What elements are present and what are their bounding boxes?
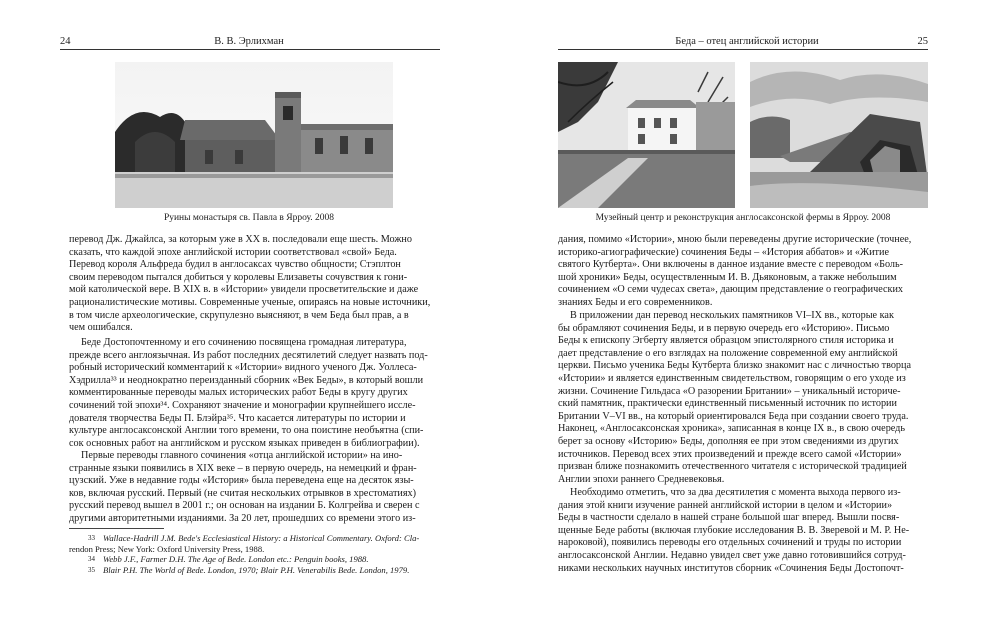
- text-line: комментированные переводы малых исторических работ Беды в кругу других: [69, 387, 408, 399]
- text-line: нароковой), появились переводы его отдельных сочинений и труды по истории: [558, 537, 902, 549]
- footnote-text: Webb J.F., Farmer D.H. The Age of Bede. London etc.: Penguin books, 1988.: [103, 554, 369, 565]
- text-line: цузский. Уже в недавние годы «История» была переведена еще на десяток язы-: [69, 475, 414, 487]
- figure-caption: Руины монастыря св. Павла в Ярроу. 2008: [163, 213, 335, 223]
- footnote-35: [69, 565, 440, 576]
- text-line: источников. Перевод всех этих произведений и прежде всего самой «Истории»: [558, 448, 902, 460]
- text-line: Первые переводы главного сочинения «отца английской истории» на ино-: [81, 450, 403, 461]
- text-line: англосаксонской Англии. Недавно увидел свет уже давно готовившийся сотруд-: [558, 549, 906, 561]
- text-line: культуре англосаксонской Англии того времени, то она поистине необъятна (спи-: [69, 425, 424, 437]
- text-line: дания, помимо «Истории», мною были переведены другие исторические (точнее,: [558, 234, 912, 245]
- footnote-number: 34: [88, 555, 95, 564]
- footnote-33: [69, 533, 440, 544]
- paragraph-3: [69, 450, 440, 526]
- text-line: знаниях Беды и его современников.: [558, 296, 713, 308]
- text-line: жизни. Сочинение Гильдаса «О разорении Британии» – уникальный историче-: [558, 385, 901, 397]
- footnote-number: 33: [88, 534, 95, 542]
- header-rule: [60, 49, 440, 50]
- footnotes: [69, 533, 440, 575]
- text-line: перевод Дж. Джайлса, за которым уже в XX в. последовали еще шесть. Можно: [69, 234, 412, 245]
- text-line: русский перевод вышел в 2001 г.; он основан на издании Б. Колгрейва и сверен с: [69, 500, 420, 512]
- text-line: мой католической вере. В XIX в. в «Истории» увидели просветительские и даже: [69, 284, 419, 296]
- text-line: прежде всего англоязычная. Из работ последних десятилетий следует назвать под-: [69, 349, 428, 361]
- paragraph-2: [69, 337, 440, 450]
- footnote-text: Blair P.H. The World of Bede. London, 1970; Blair P.H. Venerabilis Bede. London, 1979.: [103, 564, 410, 575]
- text-line: ский памятник, практически единственный письменный источник по истории: [558, 398, 897, 410]
- museum-center-photo: [558, 62, 735, 208]
- text-line: Беды в частности сделало в нашей стране большой шаг вперед. Вышли посвя-: [558, 512, 900, 524]
- text-line: дания этой книги изучение ранней английской истории в целом и «Истории»: [558, 499, 893, 511]
- text-line: рационалистические мотивы. Современные ученые, опираясь на новые источники,: [69, 296, 431, 308]
- monastery-ruins-photo: [115, 62, 393, 208]
- figure-caption: Музейный центр и реконструкция англосаксонской фермы в Ярроу. 2008: [595, 213, 891, 223]
- text-line: призван ближе познакомить отечественного читателя с исторической традицией: [558, 461, 907, 473]
- footnote-number: 35: [88, 565, 95, 574]
- text-line: Перевод короля Альфреда будил в англосаксах чувство общности; Стэплтон: [69, 259, 401, 271]
- text-line: Хэдрилла³³ и неоднократно переизданный сборник «Век Беды», в который вошли: [69, 374, 424, 386]
- text-line: странные языки появились в XIX веке – в первую очередь, на немецкий и фран-: [69, 462, 417, 474]
- text-line: берет за основу «Историю» Беды, дополняя ее при этом сведениями из других: [558, 435, 899, 447]
- text-line: Беде Достопочтенному и его сочинению посвящена громадная литература,: [81, 337, 407, 348]
- running-head: Беда – отец английской истории: [675, 36, 819, 47]
- paragraph-1: [69, 234, 440, 335]
- paragraph-3: [558, 487, 929, 575]
- text-line: сказать, что каждой эпохе английской истории соответствовал «свой» Беда.: [69, 246, 397, 258]
- footnote-text: rendon Press; New York: Oxford University Press, 1988.: [69, 543, 265, 554]
- footnote-text: Wallace-Hadrill J.M. Bede's Ecclesiastical History: a Historical Commentary. Oxford: Cla-: [103, 533, 420, 543]
- text-line: шой хроники» Беды, осуществленным И. В. Дьяконовым, а также небольшим: [558, 271, 897, 283]
- text-line: церкви. Письмо ученика Беды Кутберта близко знакомит нас с личностью творца: [558, 360, 911, 372]
- page-number: 24: [60, 36, 71, 47]
- text-line: своим переводом пытался добиться у королевы Елизаветы сочувствия к гони-: [69, 271, 408, 283]
- footnote-rule: [69, 528, 164, 529]
- text-line: бы обрамляют сочинения Беды, и в первую очередь его «Историю». Письмо: [558, 322, 890, 334]
- text-line: сочинений той эпохи³⁴. Сохраняют значение и монографии крупнейшего иссле-: [69, 399, 416, 411]
- footnote-33-cont: [69, 544, 440, 555]
- text-line: сок основных работ на английском и русском языках приведен в библиографии).: [69, 437, 420, 449]
- text-line: историко-агиографические) сочинения Беды – «История аббатов» и «Житие: [558, 246, 889, 258]
- text-line: святого Кутберта». Они включены в данное издание вместе с переводом «Боль-: [558, 259, 904, 271]
- text-line: дователя творчества Беды П. Блэйра³⁵. Что касается литературы по истории и: [69, 412, 406, 424]
- text-line: в том числе археологические, скрупулезно выясняют, в чем Беда был прав, а в: [69, 309, 409, 321]
- text-line: ков, включая русский. Первый (не считая нескольких отрывков в хрестоматиях): [69, 487, 417, 499]
- paragraph-2: [558, 310, 929, 486]
- text-line: Необходимо отметить, что за два десятилетия с момента выхода первого из-: [570, 487, 901, 498]
- anglo-saxon-farm-photo: [750, 62, 928, 208]
- right-page: [498, 0, 996, 626]
- text-line: «Истории» и является единственным свидетельством, говорящим о его уходе из: [558, 372, 906, 384]
- running-head: В. В. Эрлихман: [214, 36, 284, 47]
- text-line: дает представление о его взглядах на положение современной ему английской: [558, 347, 898, 359]
- text-line: Англии эпохи раннего Средневековья.: [558, 473, 725, 485]
- text-line: робный исторический комментарий к «Истории» видного ученого Дж. Уоллеса-: [69, 362, 417, 374]
- text-line: Беды к епископу Эгберту является образцом эпистолярного стиля историка и: [558, 335, 894, 347]
- text-line: сочинением «О семи чудесах света», дающим представление о географических: [558, 284, 904, 296]
- header-rule: [558, 49, 928, 50]
- paragraph-1: [558, 234, 929, 310]
- text-line: В приложении дан перевод нескольких памятников VI–IX вв., которые как: [570, 310, 894, 321]
- text-line: Наконец, «Англосаксонская хроника», записанная в конце IX в., в свою очередь: [558, 423, 906, 435]
- text-line: другими авторитетными изданиями. За 20 лет, прошедших со времени этого из-: [69, 512, 416, 524]
- text-line: Британии V–VI вв., на который ориентировался Беда при создании своего труда.: [558, 410, 909, 422]
- text-line: щенные Беде работы (включая глубокие исследования В. В. Зверевой и М. Р. Не-: [558, 524, 910, 536]
- text-line: чем ошибался.: [69, 322, 133, 334]
- text-line: никами нескольких научных институтов сборник «Сочинения Беды Достопочт-: [558, 562, 904, 574]
- footnote-34: [69, 554, 440, 565]
- page-number: 25: [917, 36, 928, 47]
